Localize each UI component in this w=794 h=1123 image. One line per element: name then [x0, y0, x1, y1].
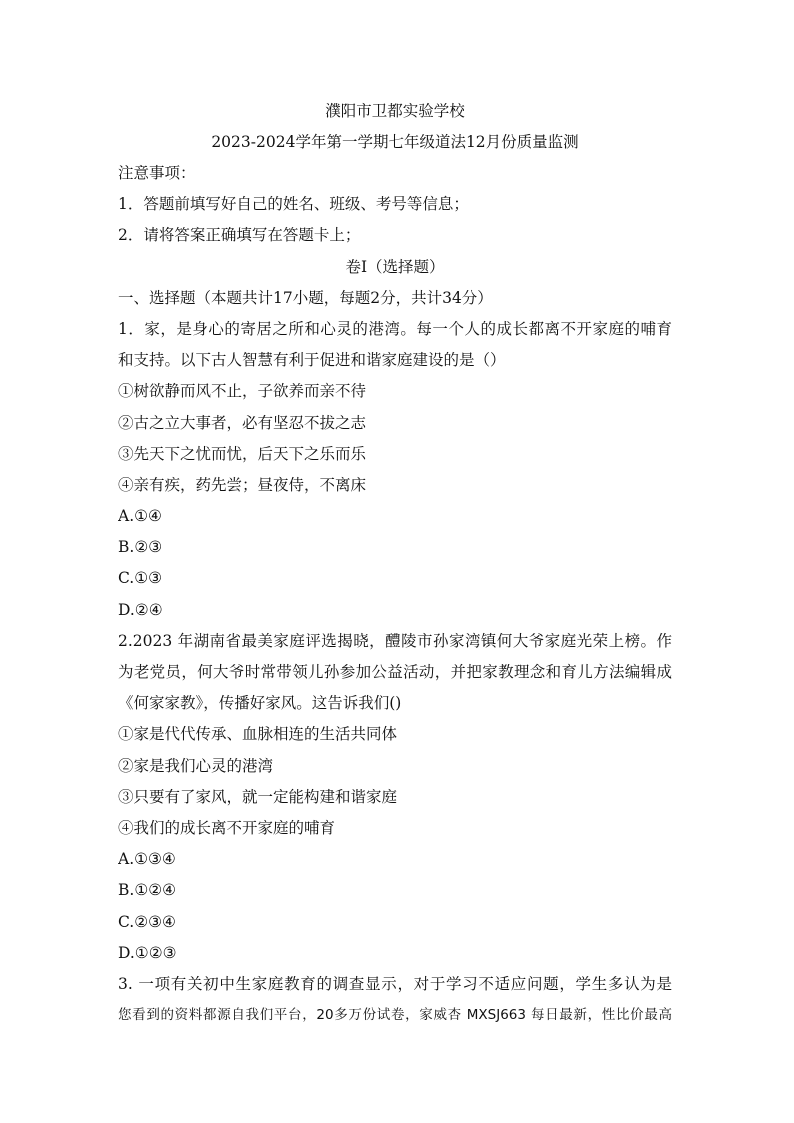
option-b: B.①②④: [118, 881, 177, 900]
statement: ④我们的成长离不开家庭的哺育: [118, 818, 336, 837]
question-stem-line: 和支持。以下古人智慧有利于促进和谐家庭建设的是（）: [118, 351, 506, 370]
question-stem-line: 2.2023 年湖南省最美家庭评选揭晓，醴陵市孙家湾镇何大爷家庭光荣上榜。作: [118, 631, 672, 650]
question-1: [118, 314, 672, 626]
statement: ②古之立大事者，必有坚忍不拔之志: [118, 413, 367, 432]
option-d: D.②④: [118, 600, 163, 619]
option-b: B.②③: [118, 538, 163, 557]
statement: ①家是代代传承、血脉相连的生活共同体: [118, 725, 398, 744]
question-2: [118, 626, 672, 969]
exam-title: 2023-2024学年第一学期七年级道法12月份质量监测: [211, 133, 579, 151]
option-a: A.①③④: [118, 850, 176, 869]
volume-title: 卷I（选择题）: [345, 257, 445, 276]
question-stem-line: 1．家，是身心的寄居之所和心灵的港湾。每一个人的成长都离不开家庭的哺育: [118, 319, 672, 338]
question-3: [118, 969, 672, 1000]
statement: ②家是我们心灵的港湾: [118, 756, 274, 775]
notice-heading: 注意事项：: [118, 164, 196, 182]
school-name: 濮阳市卫都实验学校: [325, 102, 465, 120]
option-a: A.①④: [118, 507, 162, 526]
section-title: 一、选择题（本题共计17小题，每题2分，共计34分）: [118, 288, 493, 307]
statement: ①树欲静而风不止，子欲养而亲不待: [118, 382, 367, 401]
notice-item: 2．请将答案正确填写在答题卡上；: [118, 226, 361, 245]
statement: ③只要有了家风，就一定能构建和谐家庭: [118, 787, 398, 806]
question-stem-line: 3. 一项有关初中生家庭教育的调查显示，对于学习不适应问题，学生多认为是: [118, 974, 672, 993]
question-stem-line: 为老党员，何大爷时常带领儿孙参加公益活动，并把家教理念和育儿方法编辑成: [118, 663, 672, 681]
notice-item: 1．答题前填写好自己的姓名、班级、考号等信息；: [118, 195, 469, 214]
footer-notice: 您看到的资料都源自我们平台，20多万份试卷，家威杏 MXSJ663 每日最新，性比价最高: [118, 1007, 672, 1024]
option-c: C.②③④: [118, 912, 176, 931]
question-stem-line: 《何家家教》，传播好家风。这告诉我们(): [118, 694, 402, 713]
option-d: D.①②③: [118, 943, 177, 962]
statement: ④亲有疾，药先尝；昼夜侍，不离床: [118, 475, 367, 494]
statement: ③先天下之忧而忧，后天下之乐而乐: [118, 444, 367, 463]
option-c: C.①③: [118, 569, 163, 588]
